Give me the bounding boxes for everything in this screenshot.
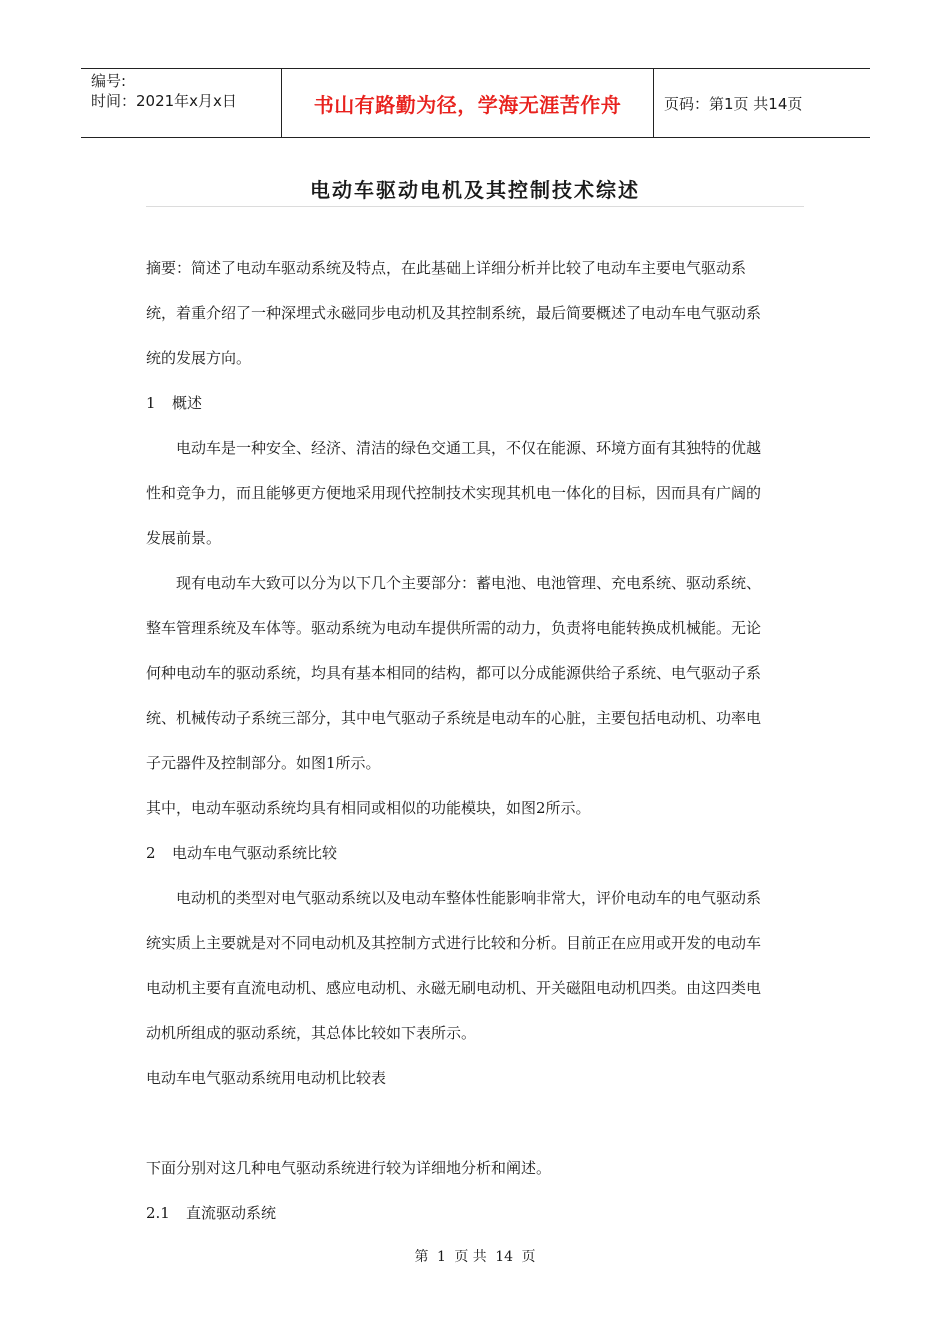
section-title: 电动车电气驱动系统比较 [172,844,338,862]
paragraph-analysis: 下面分别对这几种电气驱动系统进行较为详细地分析和阐述。 [146,1159,552,1177]
section-number: 1 [146,394,156,412]
section-heading-2-1 [146,1191,804,1236]
abstract [146,246,804,381]
abstract-line: 统，着重介绍了一种深埋式永磁同步电动机及其控制系统，最后简要概述了电动车电气驱动系 [146,304,762,322]
paragraph-line: 何种电动车的驱动系统，均具有基本相同的结构，都可以分成能源供给子系统、电气驱动子系 [146,664,762,682]
paragraph-line: 性和竞争力，而且能够更方便地采用现代控制技术实现其机电一体化的目标，因而具有广阔的 [146,484,762,502]
header-left-cell [81,69,281,137]
paragraph-comparison [146,876,804,1056]
document-body [146,246,804,1236]
abstract-line: 统的发展方向。 [146,349,252,367]
section-number: 2 [146,844,156,862]
motto-text: 书山有路勤为径，学海无涯苦作舟 [313,92,622,117]
serial-label: 编号: [91,72,127,90]
paragraph-line: 统、机械传动子系统三部分，其中电气驱动子系统是电动车的心脏，主要包括电动机、功率电 [146,709,762,727]
paragraph-line: 电动机主要有直流电动机、感应电动机、永磁无刷电动机、开关磁阻电动机四类。由这四类电 [146,979,762,997]
abstract-line: 摘要：简述了电动车驱动系统及特点，在此基础上详细分析并比较了电动车主要电气驱动系 [146,259,747,277]
document-title: 电动车驱动电机及其控制技术综述 [310,178,640,202]
paragraph-line: 统实质上主要就是对不同电动机及其控制方式进行比较和分析。目前正在应用或开发的电动车 [146,934,762,952]
paragraph-line: 电动车是一种安全、经济、清洁的绿色交通工具，不仅在能源、环境方面有其独特的优越 [176,439,762,457]
header-middle-cell [281,69,654,137]
page-footer [0,1246,950,1266]
footer-page-number: 1 [436,1249,446,1265]
section-heading-1 [146,381,804,426]
footer-total-pages: 14 [495,1249,514,1265]
header-right-cell [654,69,870,137]
paragraph-intro [146,426,804,561]
paragraph-line: 动机所组成的驱动系统，其总体比较如下表所示。 [146,1024,477,1042]
footer-suffix: 页 [521,1249,536,1265]
table-placeholder [146,1101,804,1146]
paragraph-modules: 其中，电动车驱动系统均具有相同或相似的功能模块，如图2所示。 [146,799,591,817]
section-number: 2.1 [146,1204,170,1222]
time-label: 时间：2021年x月x日 [91,92,237,110]
section-heading-2 [146,831,804,876]
page-info: 页码：第1页 共14页 [664,94,803,113]
section-title: 概述 [172,394,203,412]
header-table [81,68,870,138]
title-divider [146,206,804,207]
footer-prefix: 第 [414,1249,429,1265]
paragraph-line: 电动机的类型对电气驱动系统以及电动车整体性能影响非常大，评价电动车的电气驱动系 [176,889,762,907]
paragraph-structure [146,561,804,786]
paragraph-line: 整车管理系统及车体等。驱动系统为电动车提供所需的动力，负责将电能转换成机械能。无论 [146,619,762,637]
table-caption: 电动车电气驱动系统用电动机比较表 [146,1069,387,1087]
paragraph-line: 发展前景。 [146,529,222,547]
footer-mid: 页 共 [454,1249,487,1265]
paragraph-line: 现有电动车大致可以分为以下几个主要部分：蓄电池、电池管理、充电系统、驱动系统、 [176,574,762,592]
section-title: 直流驱动系统 [186,1204,277,1222]
paragraph-line: 子元器件及控制部分。如图1所示。 [146,754,381,772]
